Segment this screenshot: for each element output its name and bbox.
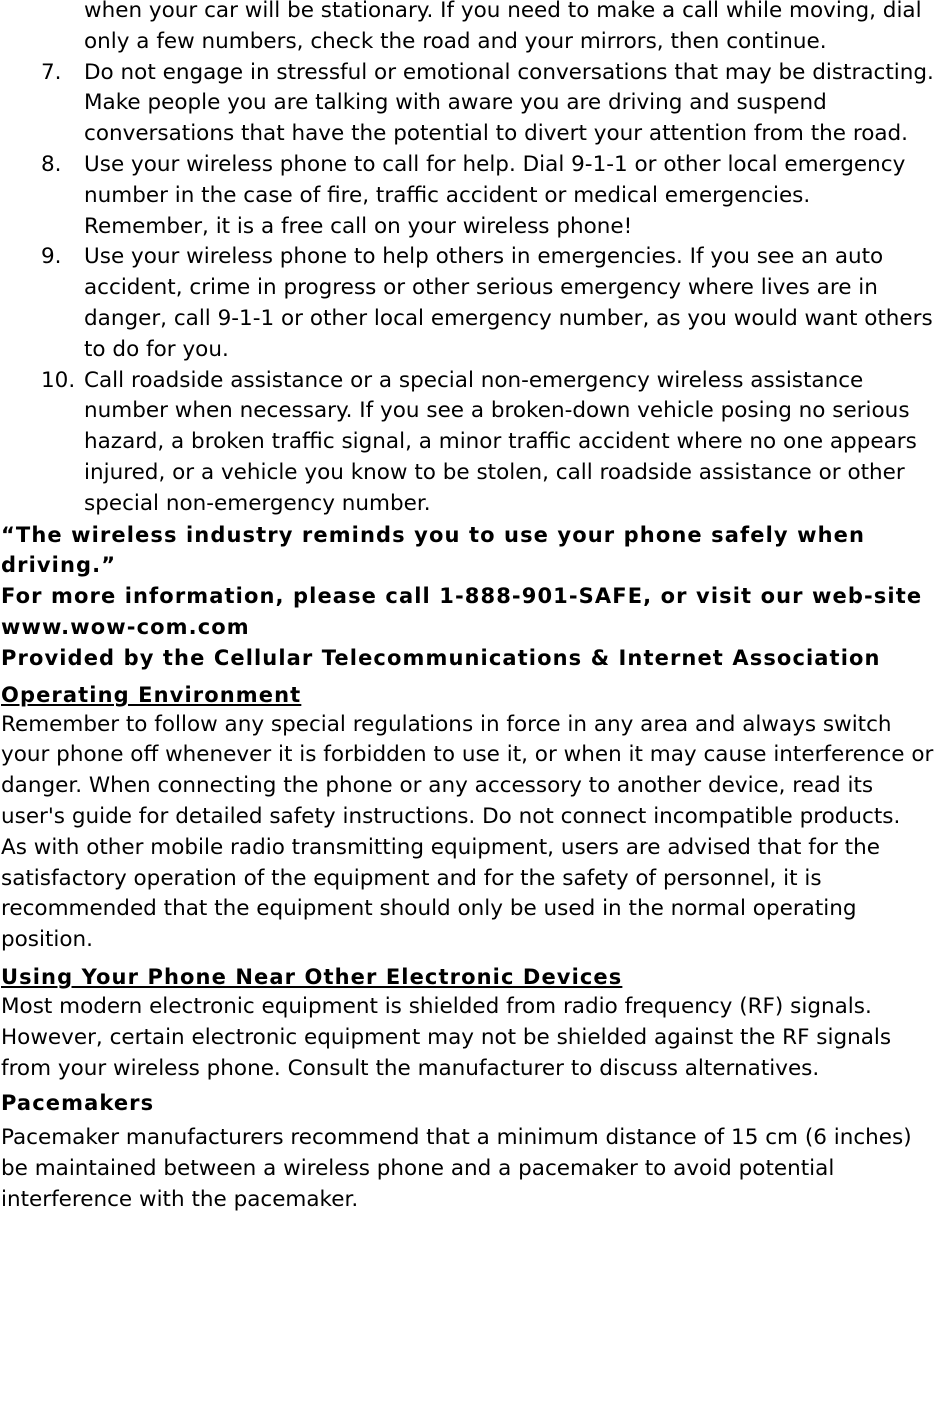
operating-environment-paragraph-1: Remember to follow any special regulations in force in any area and always switch your phone off whenever it is forbidden to use it, or when it may cause interference or danger. When connecting the phone or any accessory to another device, read its user's guide for detailed safety instructions. Do not connect incompatible products. bbox=[1, 711, 934, 829]
list-item bbox=[1, 242, 935, 365]
near-devices-heading: Using Your Phone Near Other Electronic Devices bbox=[1, 964, 623, 989]
list-item-text: Use your wireless phone to help others in emergencies. If you see an auto accident, crime in progress or other serious emergency where lives are in danger, call 9-1-1 or other local emergency number, as you would want others to do for you. bbox=[84, 244, 933, 362]
list-item-text: Use your wireless phone to call for help. Dial 9-1-1 or other local emergency number in the case of fire, traffic accident or medical emergencies. Remember, it is a free call on your wireless phone! bbox=[84, 151, 906, 239]
list-item-number: 7. bbox=[41, 59, 62, 85]
driving-tips-list bbox=[1, 0, 935, 520]
operating-environment-paragraph-2: As with other mobile radio transmitting equipment, users are advised that for the satisfactory operation of the equipment and for the safety of personnel, it is recommended that the equipment should only be used in the normal operating position. bbox=[1, 834, 880, 953]
list-item bbox=[1, 58, 935, 150]
near-devices-paragraph: Most modern electronic equipment is shielded from radio frequency (RF) signals. However, certain electronic equipment may not be shielded against the RF signals from your wireless phone. Consult the manufacturer to discuss alternatives. bbox=[1, 993, 892, 1081]
list-item-number: 8. bbox=[41, 151, 62, 177]
pacemakers-paragraph: Pacemaker manufacturers recommend that a minimum distance of 15 cm (6 inches) be maintained between a wireless phone and a pacemaker to avoid potential interference with the pacemaker. bbox=[1, 1125, 912, 1212]
list-item-text: Do not engage in stressful or emotional conversations that may be distracting. Make people you are talking with aware you are driving and suspend conversations that have the potential to divert your attention from the road. bbox=[84, 59, 934, 147]
list-item-number: 9. bbox=[41, 244, 62, 270]
list-item bbox=[1, 366, 935, 520]
provider-note: Provided by the Cellular Telecommunications & Internet Association bbox=[1, 645, 881, 670]
operating-environment-heading: Operating Environment bbox=[1, 682, 302, 707]
list-item bbox=[1, 0, 935, 58]
list-item-text: Call roadside assistance or a special non-emergency wireless assistance number when necessary. If you see a broken-down vehicle posing no serious hazard, a broken traffic signal, a minor traffic accident where no one appears injured, or a vehicle you know to be stolen, call roadside assistance or other special non-emergency number. bbox=[84, 367, 917, 516]
industry-reminder: “The wireless industry reminds you to use your phone safely when driving.” bbox=[1, 522, 866, 578]
list-item bbox=[1, 150, 935, 242]
more-info-note: For more information, please call 1-888-901-SAFE, or visit our web-site www.wow-com.com bbox=[1, 584, 923, 639]
pacemakers-heading: Pacemakers bbox=[1, 1091, 155, 1116]
document-page bbox=[1, 0, 935, 1215]
list-item-number: 10. bbox=[41, 367, 76, 393]
list-item-text: when your car will be stationary. If you need to make a call while moving, dial only a few numbers, check the road and your mirrors, then continue. bbox=[84, 0, 922, 54]
